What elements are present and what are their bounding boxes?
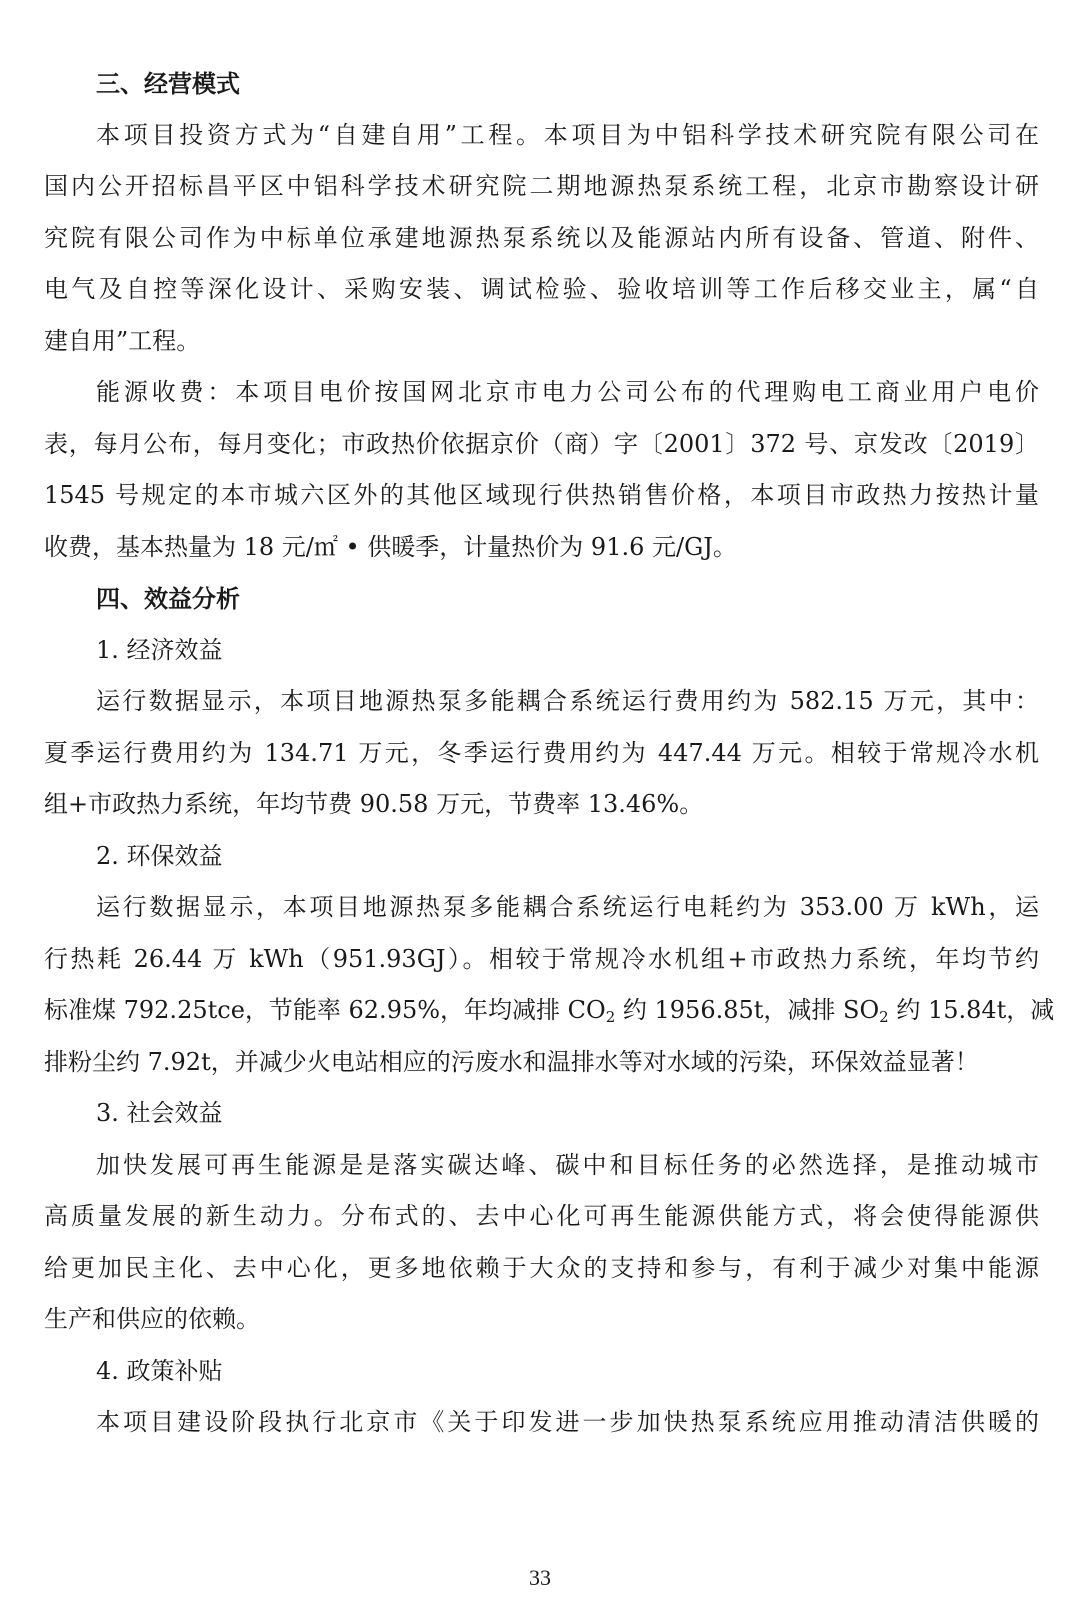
- emissions-text-a: 标准煤 792.25tce，节能率 62.95%，年均减排 CO: [44, 996, 606, 1024]
- paragraph-line: 国内公开招标昌平区中铝科学技术研究院二期地源热泵系统工程，北京市勘察设计研: [44, 172, 1039, 200]
- paragraph-line: 组+市政热力系统，年均节费 90.58 万元，节费率 13.46%。: [44, 790, 704, 818]
- paragraph-line: 电气及自控等深化设计、采购安装、调试检验、验收培训等工作后移交业主，属“自: [44, 275, 1039, 303]
- co2-subscript: 2: [605, 1008, 616, 1026]
- paragraph-line: 能源收费：本项目电价按国网北京市电力公司公布的代理购电工商业用户电价: [96, 378, 1039, 406]
- subsection-title-economic: 1. 经济效益: [96, 635, 223, 664]
- paragraph-line: 排粉尘约 7.92t，并减少火电站相应的污废水和温排水等对水域的污染，环保效益显著！: [44, 1047, 979, 1076]
- so2-subscript: 2: [879, 1008, 889, 1026]
- paragraph-line: 行热耗 26.44 万 kWh（951.93GJ）。相较于常规冷水机组+市政热力系统，年均节约: [44, 944, 1039, 973]
- paragraph-line: 给更加民主化、去中心化，更多地依赖于大众的支持和参与，有利于减少对集中能源: [44, 1253, 1039, 1282]
- subsection-title-policy-subsidy: 4. 政策补贴: [96, 1356, 223, 1385]
- paragraph-line: 加快发展可再生能源是是落实碳达峰、碳中和目标任务的必然选择，是推动城市: [96, 1150, 1039, 1179]
- document-page: [44, 58, 1055, 1449]
- paragraph-line: 收费，基本热量为 18 元/㎡ • 供暖季，计量热价为 91.6 元/GJ。: [44, 532, 737, 561]
- paragraph-line: 运行数据显示，本项目地源热泵多能耦合系统运行电耗约为 353.00 万 kWh，运: [96, 893, 1039, 921]
- paragraph-line: 夏季运行费用约为 134.71 万元，冬季运行费用约为 447.44 万元。相较于常规冷水机: [44, 738, 1039, 767]
- section-heading-benefit-analysis: 四、效益分析: [96, 584, 240, 613]
- paragraph-line-emissions: [44, 985, 1055, 1037]
- subsection-title-environmental: 2. 环保效益: [96, 841, 223, 870]
- paragraph-line: 建自用”工程。: [44, 326, 201, 355]
- page-number: 33: [529, 1565, 551, 1590]
- paragraph-line: 本项目投资方式为“自建自用”工程。本项目为中铝科学技术研究院有限公司在: [96, 120, 1039, 149]
- emissions-text-b: 约 1956.85t，减排 SO: [615, 996, 880, 1024]
- paragraph-line: 本项目建设阶段执行北京市《关于印发进一步加快热泵系统应用推动清洁供暖的: [96, 1408, 1039, 1436]
- emissions-text-c: 约 15.84t，减: [888, 996, 1055, 1024]
- paragraph-line: 运行数据显示，本项目地源热泵多能耦合系统运行费用约为 582.15 万元，其中：: [96, 687, 1039, 715]
- section-heading-operation-model: 三、经营模式: [96, 69, 240, 98]
- paragraph-line: 究院有限公司作为中标单位承建地源热泵系统以及能源站内所有设备、管道、附件、: [44, 223, 1039, 252]
- paragraph-line: 表，每月公布，每月变化；市政热价依据京价（商）字〔2001〕372 号、京发改〔2019〕: [44, 429, 1039, 458]
- paragraph-line: 生产和供应的依赖。: [44, 1305, 260, 1333]
- paragraph-line: 1545 号规定的本市城六区外的其他区域现行供热销售价格，本项目市政热力按热计量: [44, 481, 1039, 509]
- paragraph-line: 高质量发展的新生动力。分布式的、去中心化可再生能源供能方式，将会使得能源供: [44, 1202, 1039, 1230]
- subsection-title-social: 3. 社会效益: [96, 1099, 223, 1127]
